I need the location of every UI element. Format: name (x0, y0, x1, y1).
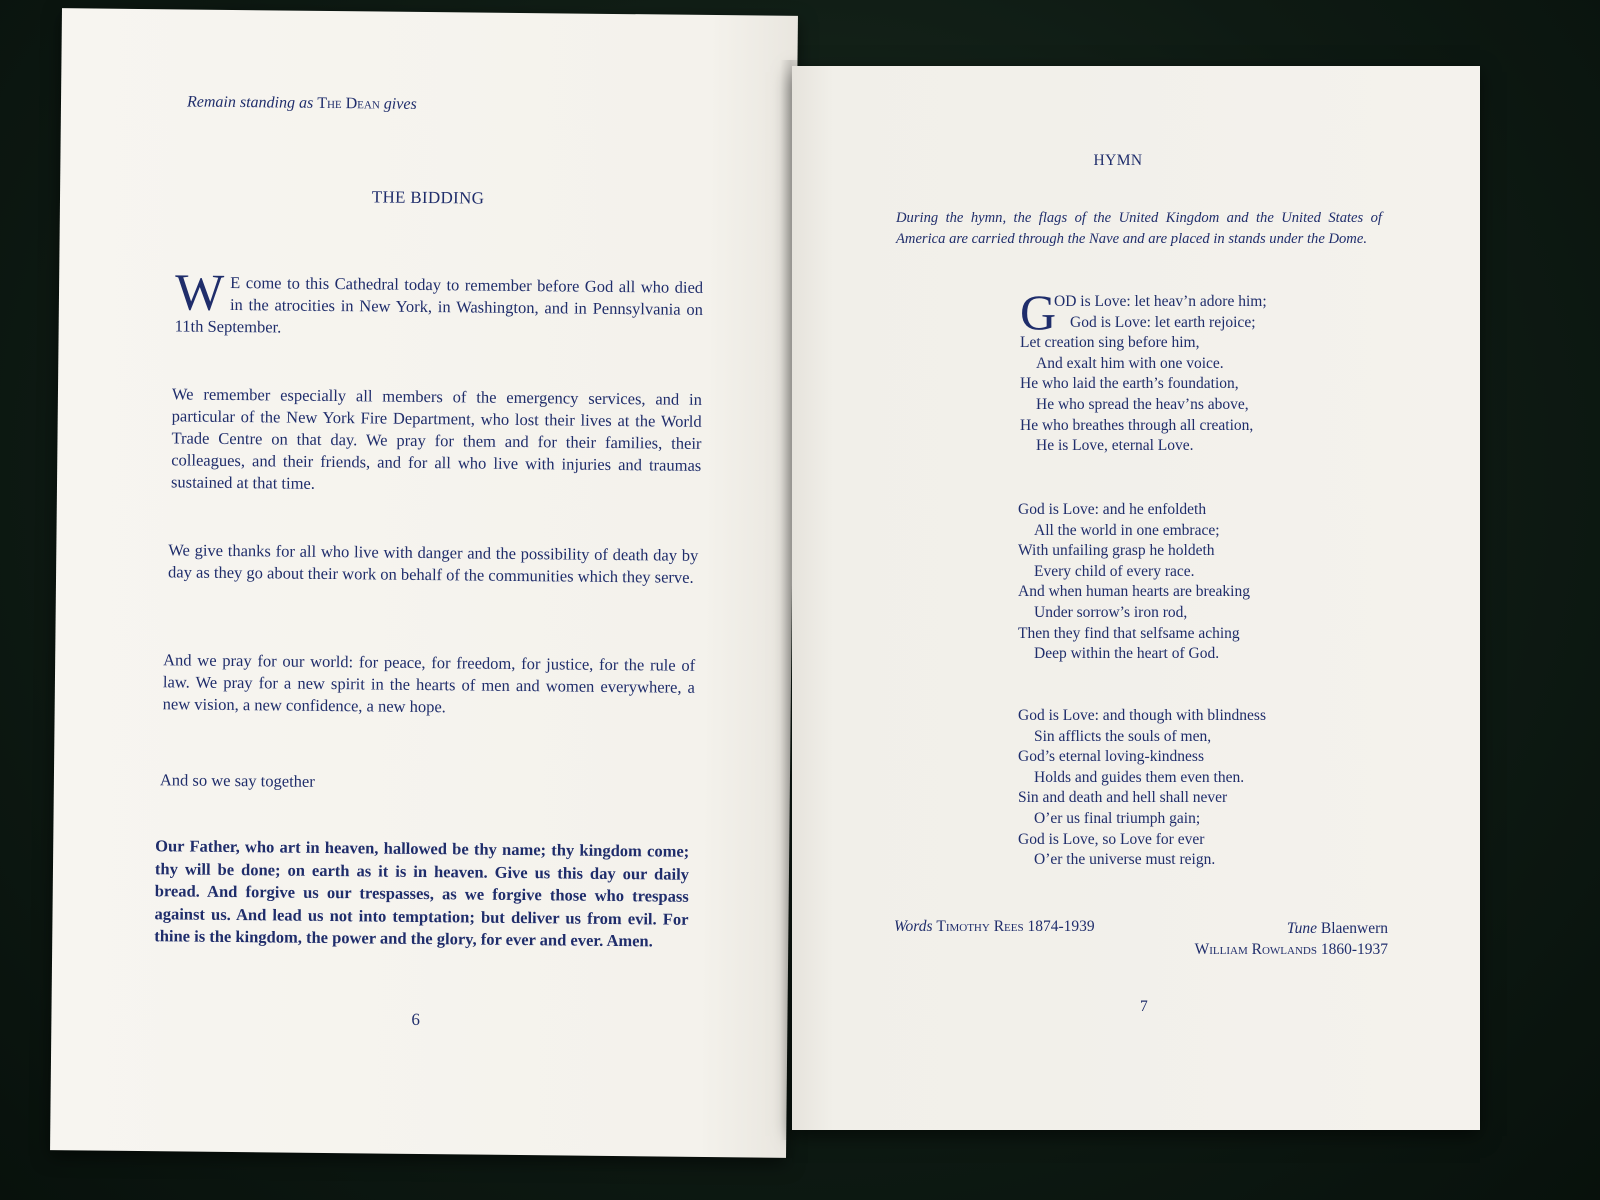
hymn-line: Sin and death and hell shall never (1018, 789, 1228, 807)
tune-author: William Rowlands 1860-1937 (1194, 941, 1388, 958)
hymn-verse-2 (1018, 500, 1250, 665)
dropcap-w: W (174, 264, 225, 322)
hymn-heading: HYMN (1093, 152, 1143, 169)
left-page (50, 8, 798, 1158)
rubric-person: The Dean (317, 94, 380, 113)
hymn-line: He who spread the heav’ns above, (1036, 395, 1249, 413)
page-number-left: 6 (411, 1009, 421, 1029)
hymn-line: Under sorrow’s iron rod, (1034, 603, 1188, 621)
hymn-verse-1 (1020, 284, 1267, 457)
words-author: Timothy Rees 1874-1939 (936, 918, 1095, 935)
page-number-right: 7 (1140, 998, 1148, 1015)
hymn-line: He is Love, eternal Love. (1036, 437, 1194, 455)
hymn-line: He who laid the earth’s foundation, (1020, 375, 1239, 393)
dropcap-g: G (1020, 284, 1057, 340)
hymn-line: And exalt him with one voice. (1036, 354, 1224, 372)
para1-text: E come to this Cathedral today to remember before God all who died in the atrocities in New York, in Washington, and in Pennsylvania on 11th September. (174, 272, 704, 337)
rubric-lead: Remain standing as (186, 93, 314, 112)
bidding-paragraph-2: We remember especially all members of the emergency services, and in particular of the New York Fire Department, who lost their lives at the World Trade Centre on that day. We pray for them and for their families, their colleagues, and their friends, and for all who live with injuries and traumas sustained at that time. (170, 384, 703, 493)
hymn-line: OD is Love: let heav’n adore him; (1054, 293, 1267, 310)
hymn-line: O’er the universe must reign. (1034, 851, 1216, 869)
hymn-line: He who breathes through all creation, (1020, 416, 1254, 434)
bidding-paragraph-1 (174, 264, 704, 343)
bidding-paragraph-4: And we pray for our world: for peace, for freedom, for justice, for the rule of law. We pray for a new spirit in the hearts of men and women everywhere, a new vision, a new confidence, a new hope. (162, 650, 696, 717)
tune-credit (1195, 918, 1388, 960)
tune-name: Blaenwern (1320, 920, 1388, 937)
hymn-line: God is Love, so Love for ever (1018, 830, 1205, 848)
hymn-line: Every child of every race. (1034, 562, 1195, 580)
hymn-line: God’s eternal loving-kindness (1018, 748, 1204, 766)
hymn-line: Let creation sing before him, (1020, 334, 1200, 352)
hymn-rubric: During the hymn, the flags of the United Kingdom and the United States of America are carried through the Nave and are placed in stands under the Dome. (896, 210, 1382, 247)
words-credit (894, 918, 1095, 936)
hymn-line: God is Love: let earth rejoice; (1070, 313, 1256, 331)
hymn-line: With unfailing grasp he holdeth (1018, 542, 1215, 560)
hymn-line: God is Love: and though with blindness (1018, 707, 1266, 724)
words-label: Words (894, 918, 933, 935)
hymn-line: Deep within the heart of God. (1034, 645, 1220, 663)
lords-prayer: Our Father, who art in heaven, hallowed be thy name; thy kingdom come; thy will be done; on earth as it is in heaven. Give us this day our daily bread. And forgive us our trespasses, as we forgive those who trespass against us. And lead us not into temptation; but deliver us from evil. For thine is the kingdom, the power and the glory, for ever and ever. Amen. (154, 836, 690, 951)
bidding-paragraph-5: And so we say together (159, 770, 315, 791)
rubric-tail: gives (383, 95, 417, 113)
hymn-line: O’er us final triumph gain; (1034, 809, 1201, 827)
hymn-line: Then they find that selfsame aching (1018, 624, 1240, 642)
tune-label: Tune (1286, 920, 1317, 937)
hymn-line: And when human hearts are breaking (1018, 583, 1250, 601)
hymn-line: All the world in one embrace; (1034, 521, 1220, 539)
hymn-line: God is Love: and he enfoldeth (1018, 501, 1207, 518)
bidding-paragraph-3: We give thanks for all who live with danger and the possibility of death day by day as they go about their work on behalf of the communities which they serve. (168, 540, 699, 587)
hymn-line: Holds and guides them even then. (1034, 768, 1245, 786)
hymn-verse-3 (1018, 706, 1266, 871)
hymn-line: Sin afflicts the souls of men, (1034, 727, 1212, 745)
bidding-heading: THE BIDDING (371, 187, 485, 208)
left-rubric (187, 93, 417, 113)
right-page (792, 66, 1480, 1130)
